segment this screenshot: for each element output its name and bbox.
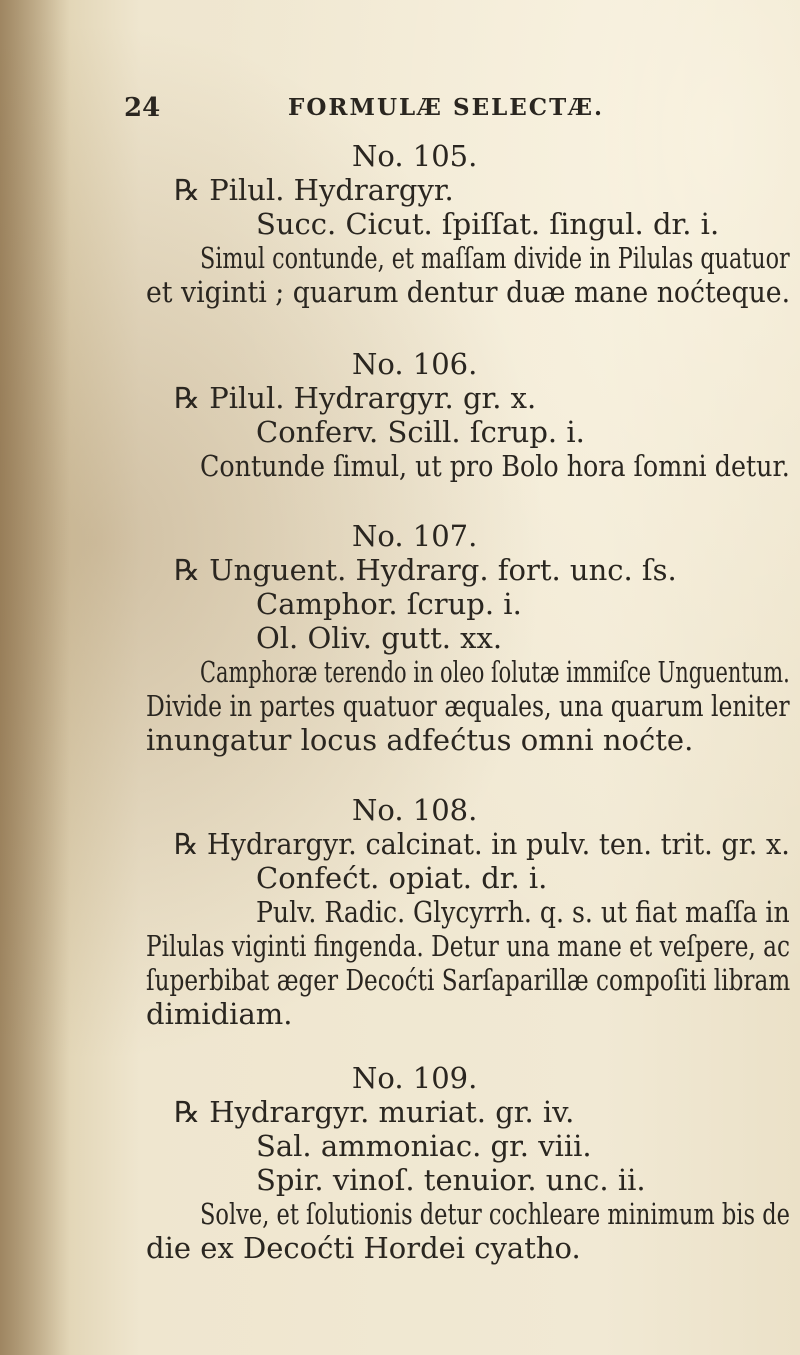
- running-title: FORMULÆ SELECTÆ.: [288, 94, 605, 121]
- recipe-line: Pilulas viginti fingenda. Detur una mane et veſpere, ac: [146, 929, 791, 963]
- recipe-line: ℞ Pilul. Hydrargyr. gr. x.: [174, 381, 537, 415]
- recipe-line: Pulv. Radic. Glycyrrh. q. s. ut fiat maſſa in: [256, 895, 790, 929]
- recipe-line: ℞ Pilul. Hydrargyr.: [174, 173, 454, 207]
- recipe-line: ſuperbibat æger Decoćti Sarſaparillæ compoſiti libram: [146, 963, 791, 997]
- recipe-line: Ol. Oliv. gutt. xx.: [256, 621, 503, 655]
- recipe-line: Sal. ammoniac. gr. viii.: [256, 1129, 592, 1163]
- recipe-number: No. 106.: [352, 347, 478, 381]
- recipe-line: Contunde ſimul, ut pro Bolo hora ſomni detur.: [200, 449, 790, 483]
- recipe-line: Divide in partes quatuor æquales, una quarum leniter: [146, 689, 790, 723]
- recipe-line: ℞ Hydrargyr. calcinat. in pulv. ten. trit. gr. x.: [174, 827, 790, 861]
- recipe-line: Camphor. ſcrup. i.: [256, 587, 522, 621]
- recipe-number: No. 105.: [352, 139, 478, 173]
- recipe-line: Simul contunde, et maſſam divide in Pilulas quatuor: [200, 241, 790, 275]
- recipe-line: Camphoræ terendo in oleo ſolutæ immiſce Unguentum.: [200, 655, 790, 689]
- recipe-line: et viginti ; quarum dentur duæ mane noćteque.: [146, 275, 791, 309]
- recipe-number: No. 109.: [352, 1061, 478, 1095]
- page-edge-shadow: [0, 0, 70, 1355]
- recipe-line: die ex Decoćti Hordei cyatho.: [146, 1231, 581, 1265]
- recipe-line: Conferv. Scill. ſcrup. i.: [256, 415, 585, 449]
- recipe-line: ℞ Hydrargyr. muriat. gr. iv.: [174, 1095, 575, 1129]
- page-number: 24: [124, 93, 161, 123]
- recipe-line: Spir. vinoſ. tenuior. unc. ii.: [256, 1163, 646, 1197]
- recipe-number: No. 107.: [352, 519, 478, 553]
- recipe-line: ℞ Unguent. Hydrarg. fort. unc. ſs.: [174, 553, 677, 587]
- recipe-number: No. 108.: [352, 793, 478, 827]
- recipe-line: inungatur locus adfećtus omni noćte.: [146, 723, 694, 757]
- recipe-line: dimidiam.: [146, 997, 293, 1031]
- recipe-line: Confećt. opiat. dr. i.: [256, 861, 548, 895]
- recipe-line: Succ. Cicut. ſpiſſat. ſingul. dr. i.: [256, 207, 720, 241]
- recipe-line: Solve, et ſolutionis detur cochleare minimum bis de: [200, 1197, 790, 1231]
